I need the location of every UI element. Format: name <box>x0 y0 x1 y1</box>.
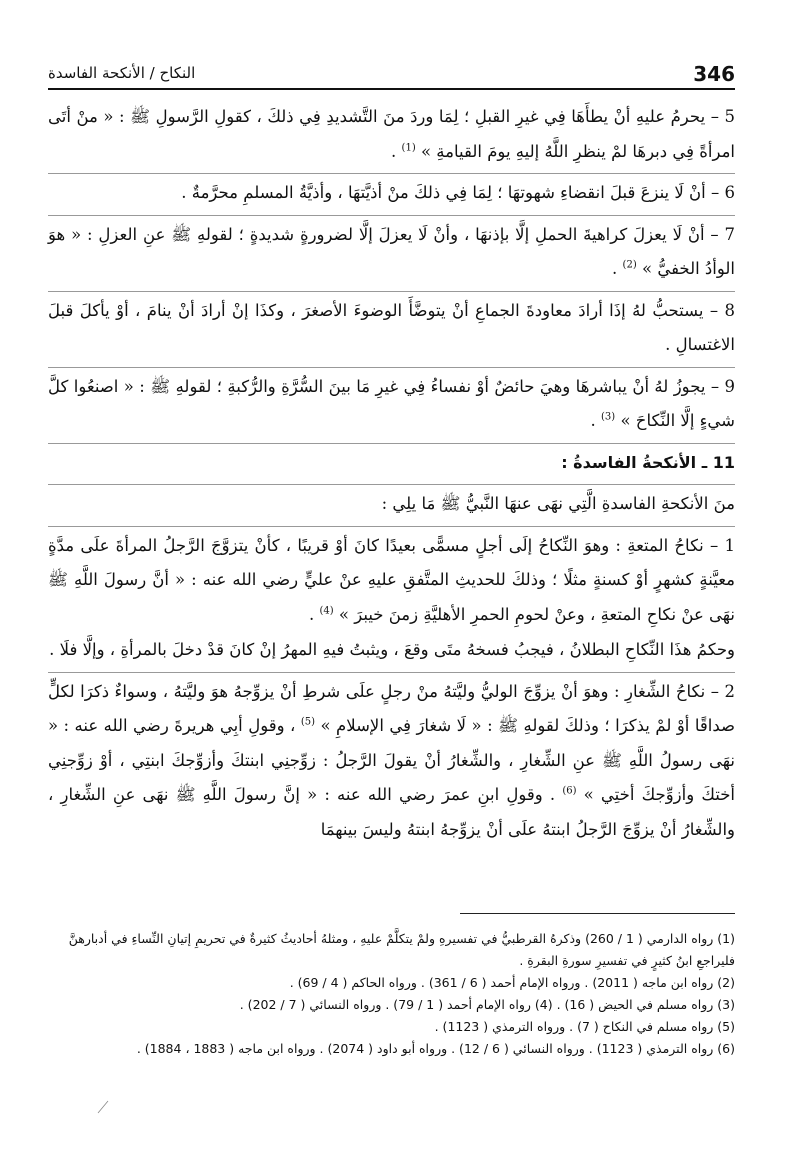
footnote: (3) رواه مسلم في الحيض ( 16) . (4) رواه الإمام أحمد ( 1 / 79) . ورواه النسائي ( 7 / 202) . <box>239 997 735 1012</box>
paragraph: 9 – يجوزُ لهُ أنْ يباشرهَا وهيَ حائضٌ أوْ نفساءُ فِي غيرِ مَا بينَ السُّرَّةِ والرُّكبةِ ؛ لقولهِ ﷺ : « اصنعُوا كلَّ شيءٍ إلَّا النِّكاحَ » $^{(3)}$ . <box>48 370 735 444</box>
footnote: (1) رواه الدارمي ( 1 / 260) وذكرهُ القرطبيُّ في تفسيرهِ ولمْ يتكلَّمْ عليهِ ، ومثلهُ أحاديثُ كثيرةٌ في تحريمِ إتيانِ النِّساءِ في أدبارهنَّ فليراجعِ ابنُ كثيرٍ في تفسيرِ سورةِ البقرةِ . <box>68 931 735 968</box>
paragraph: 7 – أنْ لَا يعزلَ كراهيةَ الحملِ إلَّا بإذنهَا ، وأنْ لَا يعزلَ إلَّا لضرورةٍ شديدةٍ ؛ لقولهِ ﷺ عنِ العزلِ : « هوَ الوأدُ الخفيُّ » $^{(2)}$ . <box>48 218 735 292</box>
footnote-ref: (3) <box>601 411 616 423</box>
footnotes <box>48 928 735 1078</box>
paragraph: 8 – يستحبُّ لهُ إذَا أرادَ معاودةَ الجماعِ أنْ يتوضَّأَ الوضوءَ الأصغرَ ، وكذَا إنْ أرادَ أنْ ينامَ ، أوْ يأكلَ قبلَ الاغتسالِ . <box>48 294 735 368</box>
page-header <box>48 58 735 90</box>
footnote: (6) رواه الترمذي ( 1123) . ورواه النسائي ( 6 / 12) . ورواه أبو داود ( 2074) . ورواه ابن ماجه ( 1883 ، 1884) . <box>136 1041 735 1056</box>
footnote: (2) رواه ابن ماجه ( 2011) . ورواه الإمام أحمد ( 6 / 361) . ورواه الحاكم ( 4 / 69) . <box>289 975 735 990</box>
section-heading: 11 ـ الأنكحةُ الفاسدةُ : <box>48 446 735 486</box>
footnote-ref: (6) <box>562 785 577 797</box>
footnote-ref: (5) <box>300 716 316 728</box>
footnote-ref: (2) <box>622 259 637 271</box>
footnote-ref: (4) <box>319 605 334 616</box>
list-item: 1 – نكاحُ المتعةِ : وهوَ النِّكاحُ إلَى أجلٍ مسمًّى بعيدًا كانَ أوْ قريبًا ، كأنْ يتزوَّجَ الرَّجلُ المرأةَ علَى مدَّةٍ معيَّنةٍ كشهرٍ أوْ كسنةٍ مثلًا ؛ وذلكَ للحديثِ المتَّفقِ عليهِ عنْ عليٍّ رضي الله عنه : « أنَّ رسولَ اللَّهِ ﷺ نهَى عنْ نكاحِ المتعةِ ، وعنْ لحومِ الحمرِ الأهليَّةِ زمنَ خيبرَ » $^{(4)}$ . <box>48 535 735 624</box>
footnote-divider <box>460 913 735 914</box>
footnote-ref: (1) <box>401 142 416 153</box>
main-text <box>48 100 735 890</box>
paragraph: 6 – أنْ لَا ينزعَ قبلَ انقضاءِ شهوتهَا ؛ لِمَا فِي ذلكَ منْ أذيَّتهَا ، وأذيَّةُ المسلمِ محرَّمةٌ . <box>48 176 735 216</box>
footnote: (5) رواه مسلم في النكاح ( 7) . ورواه الترمذي ( 1123) . <box>434 1019 735 1034</box>
page-number: 346 <box>693 62 735 86</box>
paragraph: 5 – يحرمُ عليهِ أنْ يطأَهَا فِي غيرِ القبلِ ؛ لِمَا وردَ منَ التَّشديدِ فِي ذلكَ ، كقولِ الرَّسولِ ﷺ : « منْ أتَى امرأةً فِي دبرهَا لمْ ينظرِ اللَّهُ إليهِ يومَ القيامةِ » $^{(1)}$ . <box>48 100 735 174</box>
pen-mark-icon <box>96 1100 110 1114</box>
section-intro: منَ الأنكحةِ الفاسدةِ الَّتِي نهَى عنهَا النَّبيُّ ﷺ مَا يلِي : <box>48 487 735 527</box>
running-title: النكاح / الأنكحة الفاسدة <box>48 64 196 82</box>
paragraph: وحكمُ هذَا النِّكاحِ البطلانُ ، فيجبُ فسخهُ متَى وقعَ ، ويثبتُ فيهِ المهرُ إنْ كانَ قدْ دخلَ بالمرأةِ ، وإلَّا فلَا . <box>48 633 735 673</box>
list-item: 2 – نكاحُ الشِّغارِ : وهوَ أنْ يزوِّجَ الوليُّ وليَّتهُ منْ رجلٍ علَى شرطِ أنْ يزوِّجهُ هوَ وليَّتهُ ، وسواءٌ ذكرَا لكلٍّ صداقًا أوْ لمْ يذكرَا ؛ وذلكَ لقولهِ ﷺ : « لَا شغارَ فِي الإسلامِ » $^{(5)}$ ، وقولِ أبِي هريرةَ رضي الله عنه : « نهَى رسولُ اللَّهِ ﷺ عنِ الشِّغارِ ، والشِّغارُ أنْ يقولَ الرَّجلُ : زوِّجنِي ابنتكَ وأزوِّجكَ ابنتِي ، أوْ زوِّجنِي أختكَ وأزوِّجكَ أختِي » $^{(6)}$ . وقولِ ابنِ عمرَ رضي الله عنه : « إنَّ رسولَ اللَّهِ ﷺ نهَى عنِ الشِّغارِ ، والشِّغارُ أنْ يزوِّجَ الرَّجلُ ابنتهُ علَى أنْ يزوِّجهُ ابنتهُ وليسَ بينهمَا <box>48 681 736 839</box>
